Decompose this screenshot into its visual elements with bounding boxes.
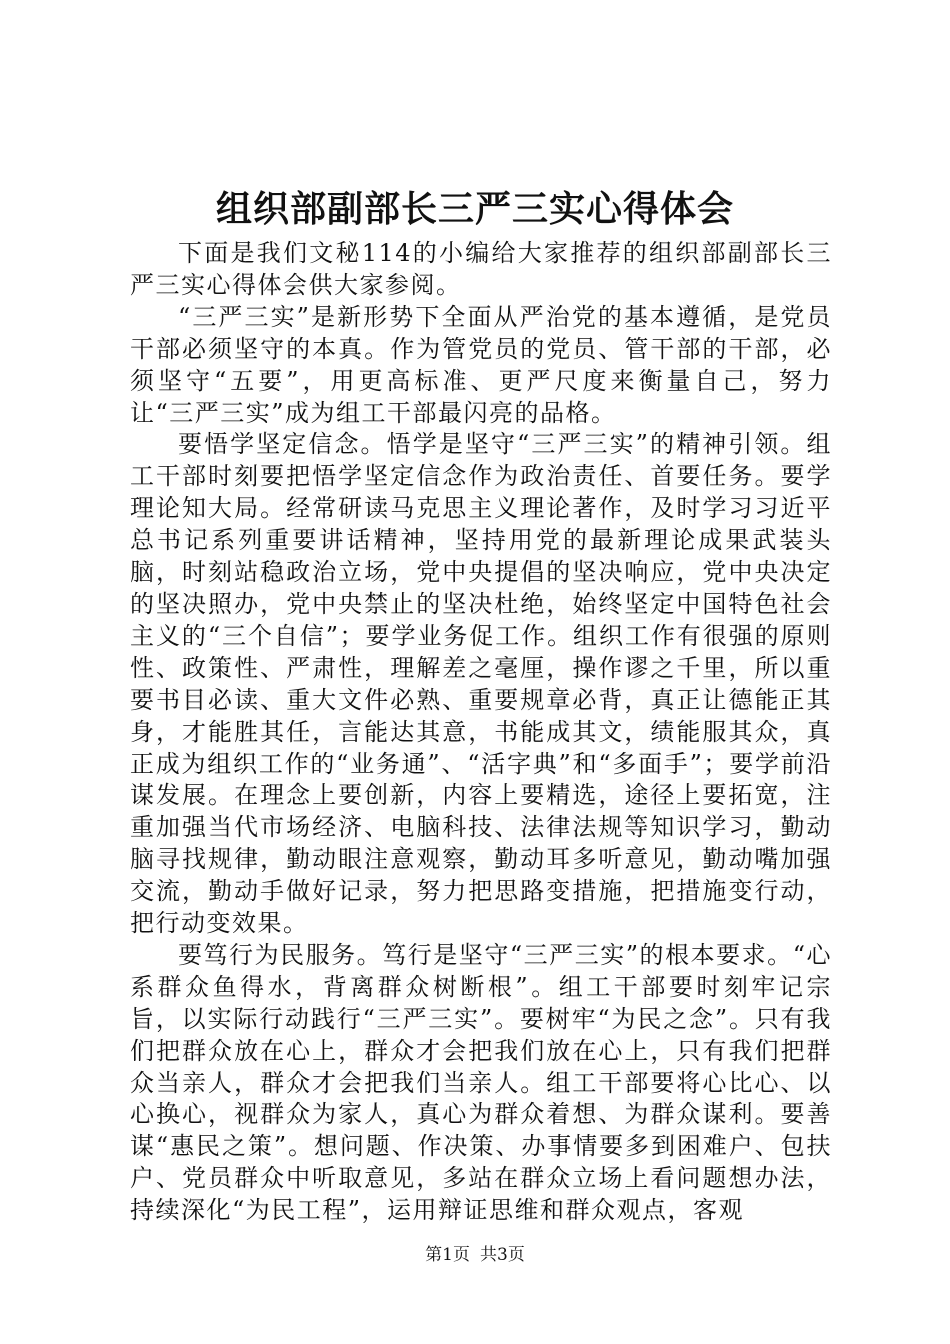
document-body: [130, 238, 832, 1227]
paragraph-study: 要悟学坚定信念。悟学是坚守“三严三实”的精神引领。组工干部时刻要把悟学坚定信念作为政治责任、首要任务。要学理论知大局。经常研读马克思主义理论著作，及时学习习近平总书记系列重要讲话精神，坚持用党的最新理论成果武装头脑，时刻站稳政治立场，党中央提倡的坚决响应，党中央决定的坚决照办，党中央禁止的坚决杜绝，始终坚定中国特色社会主义的“三个自信”；要学业务促工作。组织工作有很强的原则性、政策性、严肃性，理解差之毫厘，操作谬之千里，所以重要书目必读、重大文件必熟、重要规章必背，真正让德能正其身，才能胜其任，言能达其意，书能成其文，绩能服其众，真正成为组织工作的“业务通”、“活字典”和“多面手”；要学前沿谋发展。在理念上要创新，内容上要精选，途径上要拓宽，注重加强当代市场经济、电脑科技、法律法规等知识学习，勤动脑寻找规律，勤动眼注意观察，勤动耳多听意见，勤动嘴加强交流，勤动手做好记录，努力把思路变措施，把措施变行动，把行动变效果。: [130, 430, 832, 938]
page-number-current: 第1页: [425, 1245, 470, 1265]
paragraph-overview: “三严三实”是新形势下全面从严治党的基本遵循，是党员干部必须坚守的本真。作为管党员的党员、管干部的干部，必须坚守“五要”，用更高标准、更严尺度来衡量自己，努力让“三严三实”成为组工干部最闪亮的品格。: [130, 302, 832, 427]
page-number-total: 共3页: [480, 1245, 525, 1265]
paragraph-intro: 下面是我们文秘114的小编给大家推荐的组织部副部长三严三实心得体会供大家参阅。: [130, 239, 832, 299]
paragraph-serve: 要笃行为民服务。笃行是坚守“三严三实”的根本要求。“心系群众鱼得水，背离群众树断根”。组工干部要时刻牢记宗旨，以实际行动践行“三严三实”。要树牢“为民之念”。只有我们把群众放在心上，群众才会把我们放在心上，只有我们把群众当亲人，群众才会把我们当亲人。组工干部要将心比心、以心换心，视群众为家人，真心为群众着想、为群众谋利。要善谋“惠民之策”。想问题、作决策、办事情要多到困难户、包扶户、党员群众中听取意见，多站在群众立场上看问题想办法，持续深化“为民工程”，运用辩证思维和群众观点，客观: [130, 940, 832, 1225]
document-title: 组织部副部长三严三实心得体会: [215, 188, 734, 230]
page-footer: [0, 1244, 950, 1266]
